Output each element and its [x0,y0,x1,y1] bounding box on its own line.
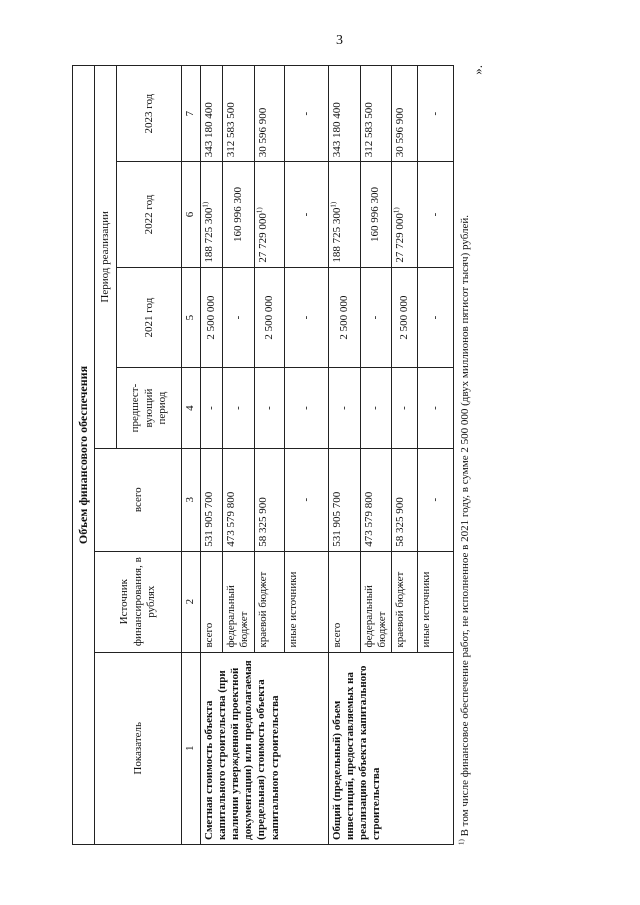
prev-cell: - [200,368,222,448]
prev-cell: - [254,368,284,448]
header-prev-period: предшест-вующий период [117,368,182,448]
footnote-ref: 1) [200,201,209,208]
total-cell: 473 579 800 [222,448,254,551]
column-number: 2 [182,551,200,652]
closing-quote: ». [470,65,485,75]
header-source: Источник финансирования, в рублях [95,551,182,652]
total-cell: 531 905 700 [328,448,360,551]
table-row [200,66,222,845]
footnote-mark: 1) [457,839,466,845]
header-indicator: Показатель [95,652,182,844]
group2-label: Общий (предельный) объем инвестиций, предоставляемых на реализацию объекта капитального строительства [328,652,453,844]
column-number: 5 [182,267,200,368]
source-cell: федеральный бюджет [360,551,391,652]
y2022-cell: 188 725 300$^{1)}$ [328,162,360,267]
prev-cell: - [328,368,360,448]
prev-cell: - [360,368,391,448]
group1-label: Сметная стоимость объекта капитального строительства (при наличии утвержденной проектной документации) или предполагаемая (предельная) стоимость объекта капитального строительства [200,652,328,844]
total-cell: - [284,448,328,551]
y2022-cell: - [284,162,328,267]
column-number-row [182,66,200,845]
prev-cell: - [222,368,254,448]
y2022-cell: 160 996 300 [360,162,391,267]
column-number: 3 [182,448,200,551]
total-cell: 58 325 900 [254,448,284,551]
header-2022: 2022 год [117,162,182,267]
y2023-cell: 30 596 900 [392,66,418,162]
page-number: 3 [336,33,343,48]
table-title: Объем финансового обеспечения [73,66,95,845]
source-cell: иные источники [418,551,454,652]
y2021-cell: 2 500 000 [200,267,222,368]
prev-cell: - [418,368,454,448]
total-cell: 473 579 800 [360,448,391,551]
header-total: всего [95,448,182,551]
column-number: 4 [182,368,200,448]
y2023-cell: 343 180 400 [328,66,360,162]
source-cell: федеральный бюджет [222,551,254,652]
y2022-cell: 188 725 300$^{1)}$ [200,162,222,267]
source-cell: всего [328,551,360,652]
total-cell: 531 905 700 [200,448,222,551]
y2021-cell: 2 500 000 [392,267,418,368]
footnote-text: В том числе финансовое обеспечение работ, не исполненное в 2021 году, в сумме 2 500 000 (двух миллионов пятисот тысяч) рублей. [459,214,471,840]
footnote-ref: 1) [392,207,401,214]
source-cell: краевой бюджет [254,551,284,652]
y2023-cell: 312 583 500 [222,66,254,162]
y2023-cell: 312 583 500 [360,66,391,162]
y2023-cell: 343 180 400 [200,66,222,162]
y2023-cell: - [418,66,454,162]
y2021-cell: 2 500 000 [254,267,284,368]
y2023-cell: 30 596 900 [254,66,284,162]
y2021-cell: - [222,267,254,368]
y2021-cell: - [418,267,454,368]
column-number: 1 [182,652,200,844]
total-cell: - [418,448,454,551]
header-2023: 2023 год [117,66,182,162]
rotated-content [72,65,497,845]
column-number: 7 [182,66,200,162]
financing-table [72,65,454,845]
prev-cell: - [392,368,418,448]
source-cell: всего [200,551,222,652]
y2021-cell: - [284,267,328,368]
y2022-cell: 27 729 000$^{1)}$ [254,162,284,267]
y2021-cell: 2 500 000 [328,267,360,368]
footnote [458,65,473,845]
y2022-cell: 160 996 300 [222,162,254,267]
y2022-cell: 27 729 000$^{1)}$ [392,162,418,267]
table-row [328,66,360,845]
y2021-cell: - [360,267,391,368]
footnote-ref: 1) [254,207,263,214]
footnote-ref: 1) [328,201,337,208]
column-number: 6 [182,162,200,267]
source-cell: иные источники [284,551,328,652]
y2022-cell: - [418,162,454,267]
total-cell: 58 325 900 [392,448,418,551]
header-period: Период реализации [95,66,117,449]
y2023-cell: - [284,66,328,162]
prev-cell: - [284,368,328,448]
header-2021: 2021 год [117,267,182,368]
source-cell: краевой бюджет [392,551,418,652]
